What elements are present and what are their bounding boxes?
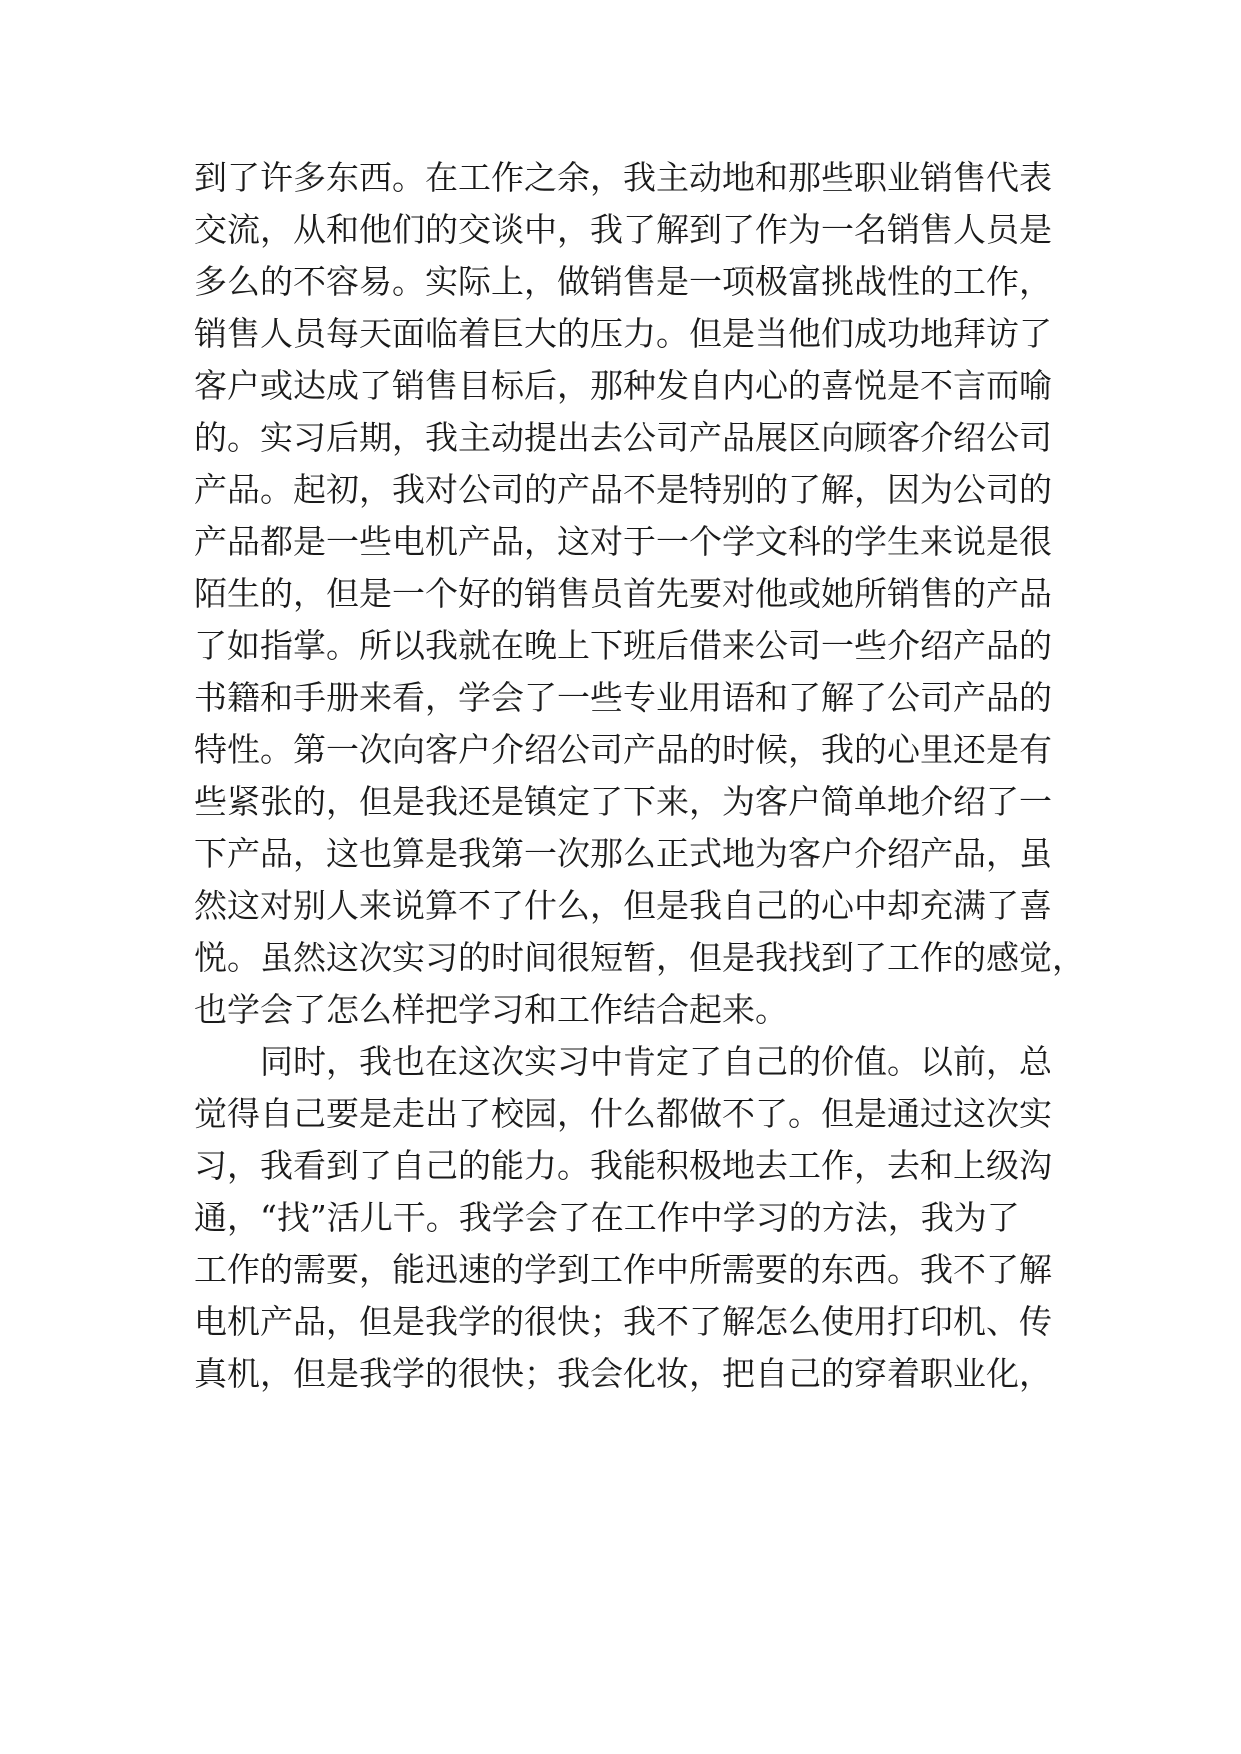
text-line: 下产品，这也算是我第一次那么正式地为客户介绍产品，虽	[194, 834, 1052, 873]
text-line: 些紧张的，但是我还是镇定了下来，为客户简单地介绍了一	[194, 782, 1052, 821]
text-line: 也学会了怎么样把学习和工作结合起来。	[194, 990, 788, 1029]
text-line: 多么的不容易。实际上，做销售是一项极富挑战性的工作，	[194, 262, 1052, 301]
text-line: 销售人员每天面临着巨大的压力。但是当他们成功地拜访了	[194, 314, 1052, 353]
text-line: 的。实习后期，我主动提出去公司产品展区向顾客介绍公司	[194, 418, 1052, 457]
text-line: 书籍和手册来看，学会了一些专业用语和了解了公司产品的	[194, 678, 1052, 717]
text-line: 电机产品，但是我学的很快；我不了解怎么使用打印机、传	[194, 1302, 1052, 1341]
text-line: 工作的需要，能迅速的学到工作中所需要的东西。我不了解	[194, 1250, 1052, 1289]
text-line: 客户或达成了销售目标后，那种发自内心的喜悦是不言而喻	[194, 366, 1052, 405]
text-line: 通，“找”活儿干。我学会了在工作中学习的方法，我为了	[194, 1198, 1020, 1237]
text-line: 到了许多东西。在工作之余，我主动地和那些职业销售代表	[194, 158, 1052, 197]
text-line: 真机，但是我学的很快；我会化妆，把自己的穿着职业化，	[194, 1354, 1052, 1393]
text-line: 习，我看到了自己的能力。我能积极地去工作，去和上级沟	[194, 1146, 1052, 1185]
text-line: 产品都是一些电机产品，这对于一个学文科的学生来说是很	[194, 522, 1052, 561]
text-line: 觉得自己要是走出了校园，什么都做不了。但是通过这次实	[194, 1094, 1052, 1133]
text-line: 然这对别人来说算不了什么，但是我自己的心中却充满了喜	[194, 886, 1052, 925]
text-line: 了如指掌。所以我就在晚上下班后借来公司一些介绍产品的	[194, 626, 1052, 665]
text-line: 产品。起初，我对公司的产品不是特别的了解，因为公司的	[194, 470, 1052, 509]
text-line: 特性。第一次向客户介绍公司产品的时候，我的心里还是有	[194, 730, 1052, 769]
text-line: 交流，从和他们的交谈中，我了解到了作为一名销售人员是	[194, 210, 1052, 249]
paragraph-first-line: 同时，我也在这次实习中肯定了自己的价值。以前，总	[260, 1042, 1052, 1081]
text-line: 陌生的，但是一个好的销售员首先要对他或她所销售的产品	[194, 574, 1052, 613]
text-line: 悦。虽然这次实习的时间很短暂，但是我找到了工作的感觉，	[194, 938, 1085, 977]
